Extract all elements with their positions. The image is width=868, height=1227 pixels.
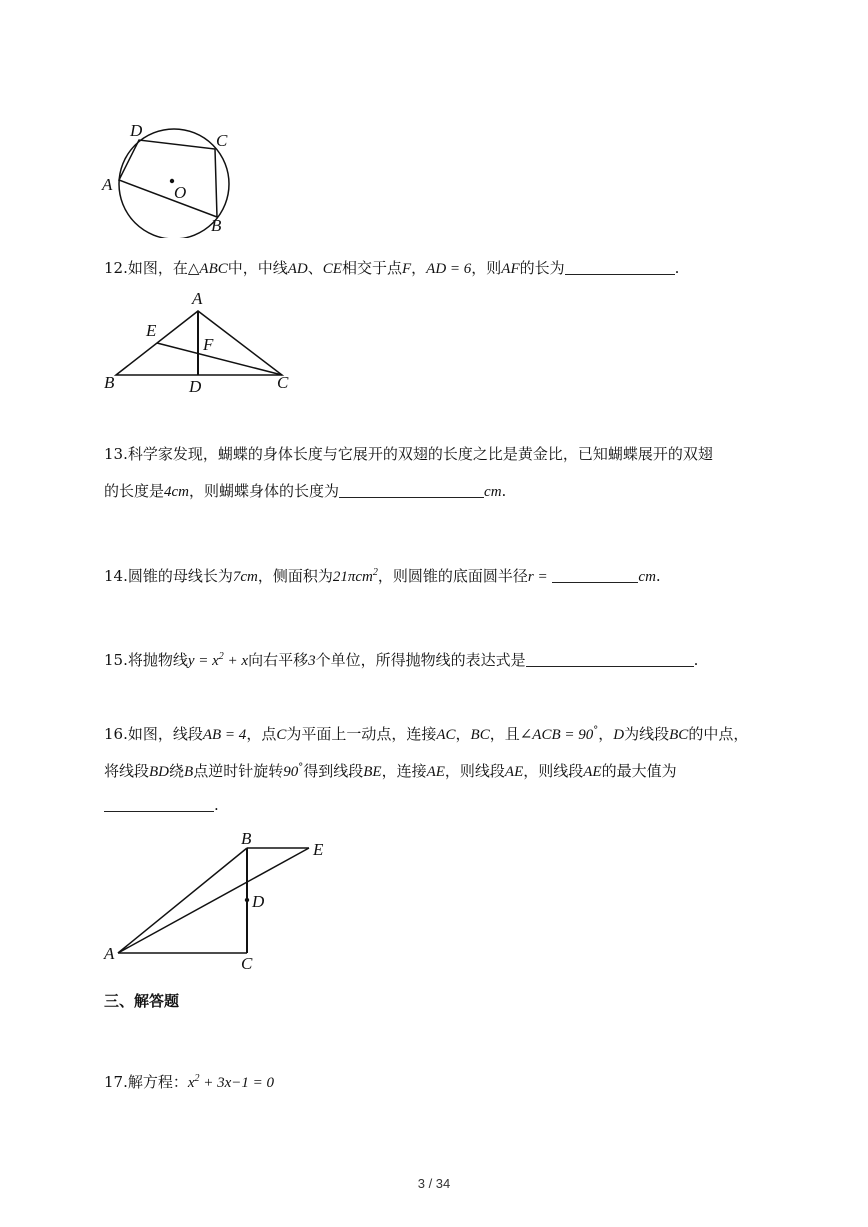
figure-right-triangle-rotation <box>96 828 336 976</box>
page-number: 3 / 34 <box>417 1176 451 1191</box>
label-o: O <box>174 183 187 202</box>
answer-blank-13[interactable] <box>339 481 484 498</box>
label-b: B <box>241 829 252 848</box>
question-17: 17.解方程：$x^2 + 3x-1 = 0$ <box>104 1073 275 1091</box>
median-ce <box>157 343 282 375</box>
label-b: B <box>104 373 115 392</box>
label-d: D <box>130 121 143 140</box>
label-a: A <box>192 289 203 308</box>
label-e: E <box>146 321 157 340</box>
answer-blank-15[interactable] <box>526 650 694 667</box>
segment-ab <box>118 848 247 953</box>
question-15: 15.将抛物线$y = x^2 + x$向右平移3个单位，所得抛物线的表达式是 . <box>104 651 699 669</box>
label-a: A <box>104 944 115 963</box>
answer-blank-12[interactable] <box>565 258 675 275</box>
label-a: A <box>102 175 113 194</box>
question-14: 14.圆锥的母线长为7cm，侧面积为21πcm$^2$，则圆锥的底面圆半径r = cm. <box>104 567 661 585</box>
answer-blank-14[interactable] <box>552 566 638 583</box>
question-13-line1: 13.科学家发现，蝴蝶的身体长度与它展开的双翅的长度之比是黄金比，已知蝴蝶展开的双翅 <box>104 445 713 463</box>
label-c: C <box>216 131 228 150</box>
question-16-line3: . <box>104 794 219 816</box>
answer-blank-16[interactable] <box>104 795 214 812</box>
section-heading: 三、解答题 <box>104 992 180 1010</box>
point-d <box>245 898 249 902</box>
segment-ae <box>118 848 309 953</box>
question-16-line1: 16.如图，线段AB = 4，点C为平面上一动点，连接AC，BC，且∠ACB = 90°，D为线段BC的中点， <box>104 725 749 743</box>
quadrilateral-abcd <box>119 140 217 217</box>
question-13-line2: 的长度是4cm，则蝴蝶身体的长度为 cm. <box>104 482 507 500</box>
label-b: B <box>211 216 222 235</box>
label-c: C <box>241 954 253 973</box>
question-16-line2: 将线段BD绕B点逆时针旋转90°得到线段BE，连接AE，则线段AE，则线段AE的最大值为 <box>104 762 677 780</box>
question-12: 12.如图，在△ABC中，中线AD、CE相交于点F，AD = 6，则AF的长为 . <box>104 259 680 277</box>
label-f: F <box>203 335 214 354</box>
label-d: D <box>252 892 265 911</box>
figure-circle-quadrilateral <box>96 118 246 238</box>
label-d: D <box>189 377 202 396</box>
label-c: C <box>277 373 289 392</box>
figure-triangle-medians <box>96 284 306 396</box>
label-e: E <box>313 840 324 859</box>
